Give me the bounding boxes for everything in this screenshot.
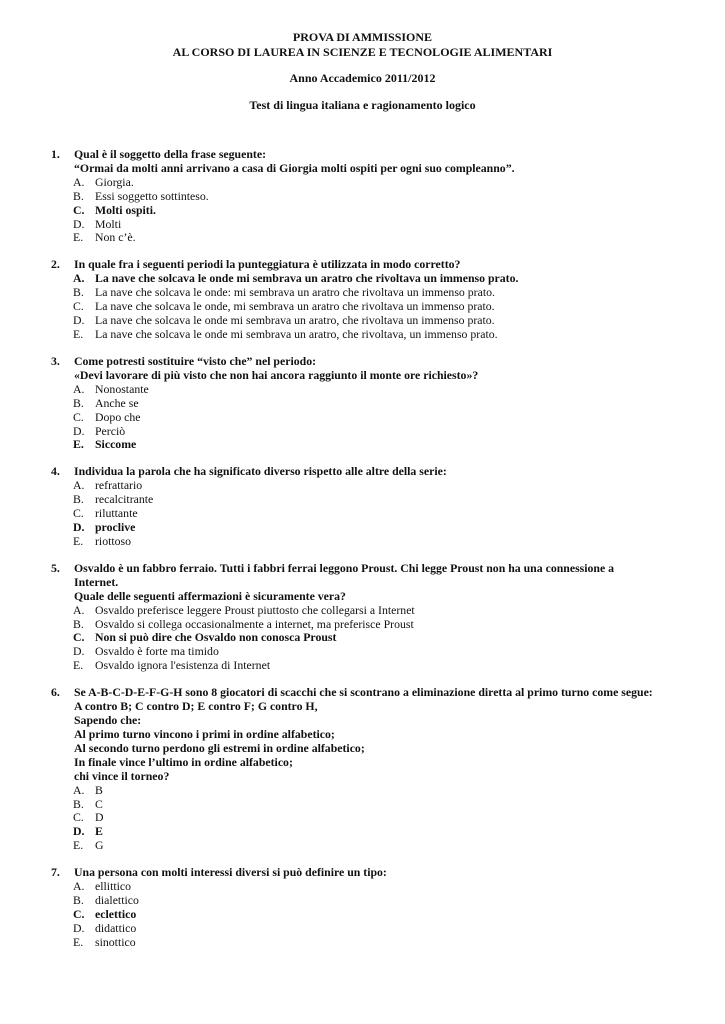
option-letter: C. xyxy=(73,506,84,521)
option-letter: B. xyxy=(73,188,84,203)
question-text: Individua la parola che ha significato diverso rispetto alle altre della serie: xyxy=(74,464,447,479)
question-text: «Devi lavorare di più visto che non hai ancora raggiunto il monte ore richiesto»? xyxy=(74,367,479,382)
question-6 xyxy=(51,686,691,853)
option-letter: A. xyxy=(73,174,85,189)
question-text: Se A-B-C-D-E-F-G-H sono 8 giocatori di scacchi che si scontrano a eliminazione diretta al primo turno come segue: xyxy=(74,685,653,700)
answer-option xyxy=(51,521,691,535)
question-5 xyxy=(51,562,691,673)
question-number: 4. xyxy=(51,464,60,479)
option-letter: E. xyxy=(73,934,84,949)
question-text: “Ormai da molti anni arrivano a casa di Giorgia molti ospiti per ogni suo compleanno”. xyxy=(74,160,515,175)
option-text: refrattario xyxy=(95,478,143,493)
answer-option xyxy=(51,493,691,507)
answer-option xyxy=(51,218,691,232)
option-text: La nave che solcava le onde, mi sembrava un aratro che rivoltava un immenso prato. xyxy=(95,299,495,314)
option-letter: A. xyxy=(73,271,85,286)
option-text: D xyxy=(95,810,104,825)
option-letter: A. xyxy=(73,879,85,894)
option-text: Molti ospiti. xyxy=(95,202,156,217)
answer-option xyxy=(51,659,691,673)
option-text: E xyxy=(95,824,103,839)
question-text-line xyxy=(51,742,691,756)
answer-option xyxy=(51,425,691,439)
answer-option xyxy=(51,438,691,452)
option-text: Dopo che xyxy=(95,409,141,424)
option-text: La nave che solcava le onde mi sembrava un aratro, che rivoltava un immenso prato. xyxy=(95,313,495,328)
question-text-line xyxy=(51,770,691,784)
option-text: B xyxy=(95,782,103,797)
answer-option xyxy=(51,908,691,922)
question-text-line xyxy=(51,162,691,176)
question-text-line xyxy=(51,562,691,576)
answer-option xyxy=(51,936,691,950)
question-text: Sapendo che: xyxy=(74,713,142,728)
answer-option xyxy=(51,784,691,798)
question-text-line xyxy=(51,369,691,383)
question-3 xyxy=(51,355,691,452)
question-number: 7. xyxy=(51,865,60,880)
option-letter: C. xyxy=(73,299,84,314)
option-letter: A. xyxy=(73,782,85,797)
question-number: 2. xyxy=(51,257,60,272)
option-text: G xyxy=(95,838,104,853)
option-text: Anche se xyxy=(95,395,139,410)
option-letter: D. xyxy=(73,920,85,935)
question-text: Una persona con molti interessi diversi si può definire un tipo: xyxy=(74,865,387,880)
question-text-line xyxy=(51,728,691,742)
question-list xyxy=(51,148,691,963)
answer-option xyxy=(51,618,691,632)
answer-option xyxy=(51,811,691,825)
option-letter: E. xyxy=(73,838,84,853)
question-number: 3. xyxy=(51,353,60,368)
question-1 xyxy=(51,148,691,245)
header-subtitle: Test di lingua italiana e ragionamento logico xyxy=(249,97,476,112)
question-text: A contro B; C contro D; E contro F; G contro H, xyxy=(74,699,318,714)
option-letter: A. xyxy=(73,602,85,617)
option-text: recalcitrante xyxy=(95,492,154,507)
question-text-line xyxy=(51,756,691,770)
answer-option xyxy=(51,383,691,397)
answer-option xyxy=(51,176,691,190)
answer-option xyxy=(51,535,691,549)
answer-option xyxy=(51,204,691,218)
question-text-line xyxy=(51,148,691,162)
answer-option xyxy=(51,604,691,618)
option-letter: B. xyxy=(73,796,84,811)
answer-option xyxy=(51,825,691,839)
question-text-line xyxy=(51,866,691,880)
question-2 xyxy=(51,258,691,341)
header-title-line-1: PROVA DI AMMISSIONE xyxy=(292,30,433,44)
option-letter: D. xyxy=(73,520,85,535)
question-text: Al secondo turno perdono gli estremi in ordine alfabetico; xyxy=(74,740,365,755)
answer-option xyxy=(51,479,691,493)
answer-option xyxy=(51,894,691,908)
question-text: In finale vince l’ultimo in ordine alfabetico; xyxy=(74,754,293,769)
question-text: In quale fra i seguenti periodi la punteggiatura è utilizzata in modo corretto? xyxy=(74,257,461,272)
header-title-line-2: AL CORSO DI LAUREA IN SCIENZE E TECNOLOGIE ALIMENTARI xyxy=(172,44,553,59)
question-text: chi vince il torneo? xyxy=(74,768,170,783)
option-letter: E. xyxy=(73,533,84,548)
answer-option xyxy=(51,411,691,425)
document-header xyxy=(0,30,725,112)
answer-option xyxy=(51,839,691,853)
option-letter: D. xyxy=(73,423,85,438)
option-text: ellittico xyxy=(95,879,132,894)
option-letter: C. xyxy=(73,630,85,645)
answer-option xyxy=(51,631,691,645)
question-text-line xyxy=(51,258,691,272)
answer-option xyxy=(51,798,691,812)
question-text-line xyxy=(51,700,691,714)
option-text: Giorgia. xyxy=(95,174,134,189)
option-text: La nave che solcava le onde mi sembrava un aratro che rivoltava un immenso prato. xyxy=(95,271,519,286)
answer-option xyxy=(51,922,691,936)
question-text-line xyxy=(51,576,691,590)
option-text: Molti xyxy=(95,216,122,231)
option-text: Osvaldo preferisce leggere Proust piuttosto che collegarsi a Internet xyxy=(95,602,415,617)
option-text: Osvaldo si collega occasionalmente a internet, ma preferisce Proust xyxy=(95,616,414,631)
option-text: Non si può dire che Osvaldo non conosca Proust xyxy=(95,630,337,645)
option-letter: E. xyxy=(73,326,84,341)
question-7 xyxy=(51,866,691,949)
option-text: Siccome xyxy=(95,437,137,452)
question-text-line xyxy=(51,465,691,479)
option-letter: E. xyxy=(73,437,84,452)
question-text: Internet. xyxy=(74,574,119,589)
option-letter: C. xyxy=(73,810,84,825)
option-letter: D. xyxy=(73,313,85,328)
option-letter: C. xyxy=(73,409,84,424)
option-text: La nave che solcava le onde mi sembrava un aratro, che rivoltava, un immenso prato. xyxy=(95,326,498,341)
option-text: proclive xyxy=(95,520,136,535)
question-text: Quale delle seguenti affermazioni è sicuramente vera? xyxy=(74,588,346,603)
option-text: Non c’è. xyxy=(95,230,136,245)
option-letter: E. xyxy=(73,658,84,673)
option-text: eclettico xyxy=(95,906,137,921)
answer-option xyxy=(51,328,691,342)
option-letter: B. xyxy=(73,616,84,631)
answer-option xyxy=(51,645,691,659)
question-text: Al primo turno vincono i primi in ordine alfabetico; xyxy=(74,727,335,741)
option-letter: C. xyxy=(73,202,85,217)
question-number: 6. xyxy=(51,685,60,700)
option-letter: B. xyxy=(73,893,84,908)
answer-option xyxy=(51,190,691,204)
option-text: sinottico xyxy=(95,934,136,949)
question-text-line xyxy=(51,590,691,604)
option-text: Nonostante xyxy=(95,381,149,396)
option-letter: B. xyxy=(73,492,84,507)
option-letter: E. xyxy=(73,230,84,245)
answer-option xyxy=(51,880,691,894)
answer-option xyxy=(51,231,691,245)
option-text: Perciò xyxy=(95,423,126,438)
option-text: didattico xyxy=(95,920,137,935)
option-letter: C. xyxy=(73,906,85,921)
option-text: La nave che solcava le onde: mi sembrava un aratro che rivoltava un immenso prato. xyxy=(95,285,495,300)
answer-option xyxy=(51,397,691,411)
question-text-line xyxy=(51,355,691,369)
option-letter: D. xyxy=(73,824,85,839)
option-text: riottoso xyxy=(95,533,132,548)
question-text-line xyxy=(51,714,691,728)
option-text: C xyxy=(95,796,103,811)
option-text: Essi soggetto sottinteso. xyxy=(95,188,209,203)
option-letter: D. xyxy=(73,644,85,659)
option-text: Osvaldo è forte ma timido xyxy=(95,644,219,659)
answer-option xyxy=(51,300,691,314)
answer-option xyxy=(51,272,691,286)
option-letter: A. xyxy=(73,478,85,493)
header-academic-year: Anno Accademico 2011/2012 xyxy=(289,71,436,85)
option-text: dialettico xyxy=(95,893,139,908)
option-letter: A. xyxy=(73,381,85,396)
question-text: Come potresti sostituire “visto che” nel periodo: xyxy=(74,353,317,368)
option-letter: B. xyxy=(73,285,84,300)
option-letter: D. xyxy=(73,216,85,231)
answer-option xyxy=(51,507,691,521)
option-text: Osvaldo ignora l'esistenza di Internet xyxy=(95,658,271,673)
answer-option xyxy=(51,314,691,328)
option-letter: B. xyxy=(73,395,84,410)
question-number: 1. xyxy=(51,147,60,161)
question-text: Qual è il soggetto della frase seguente: xyxy=(74,147,266,161)
question-number: 5. xyxy=(51,560,60,575)
answer-option xyxy=(51,286,691,300)
question-text: Osvaldo è un fabbro ferraio. Tutti i fabbri ferrai leggono Proust. Chi legge Proust non ha una connessione a xyxy=(74,560,615,575)
question-text-line xyxy=(51,686,691,700)
option-text: riluttante xyxy=(95,506,138,521)
question-4 xyxy=(51,465,691,548)
